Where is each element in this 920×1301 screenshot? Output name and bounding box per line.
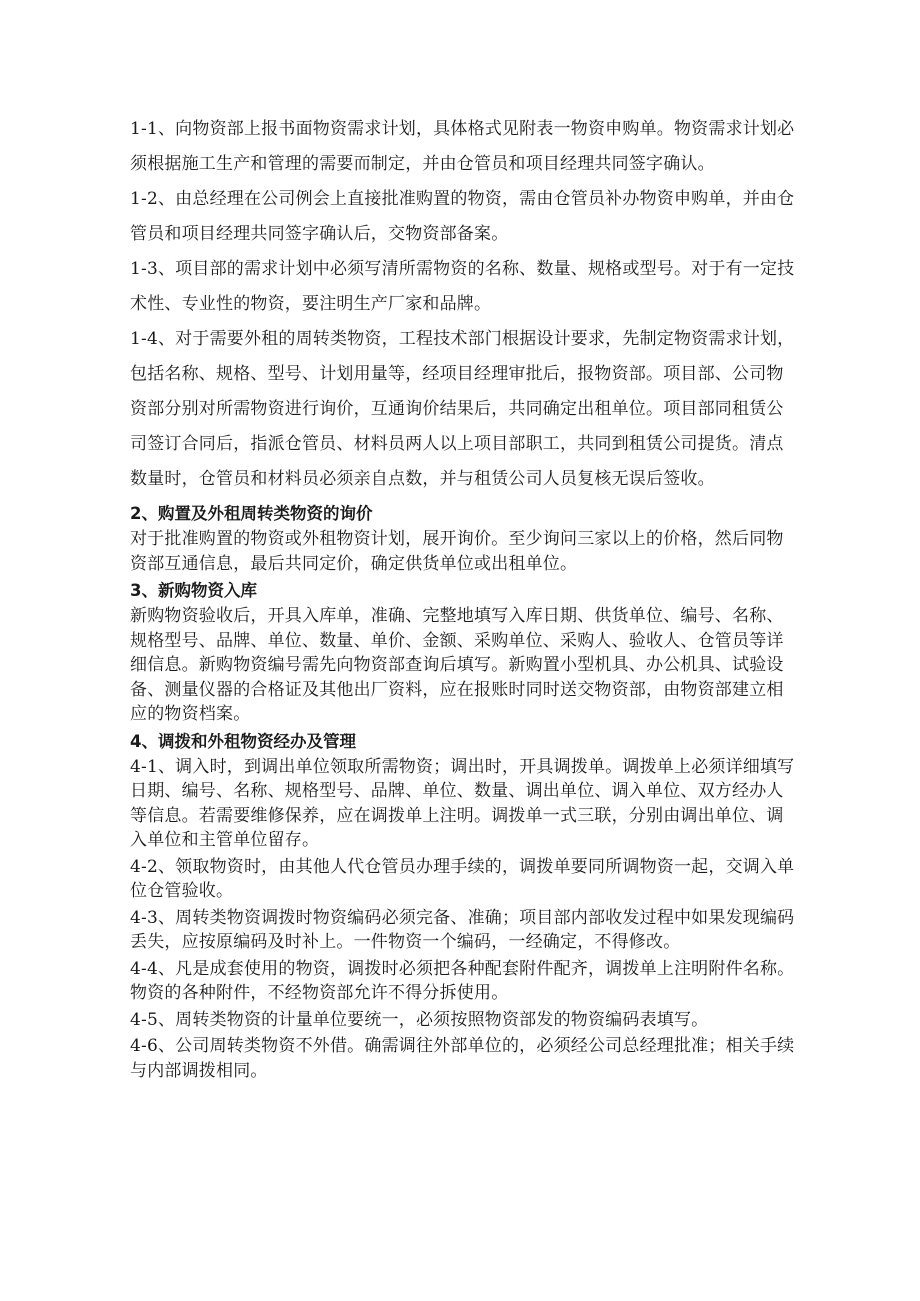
paragraph-1-4: 1-4、对于需要外租的周转类物资，工程技术部门根据设计要求，先制定物资需求计划，包括名称、规格、型号、计划用量等，经项目经理审批后，报物资部。项目部、公司物资部分别对所需物资进行询价，互通询价结果后，共同确定出租单位。项目部同租赁公司签订合同后，指派仓管员、材料员两人以上项目部职工，共同到租赁公司提货。清点数量时，仓管员和材料员必须亲自点数，并与租赁公司人员复核无误后签收。 [130, 329, 795, 489]
section-heading-4: 4、调拨和外租物资经办及管理 [130, 731, 356, 751]
paragraph-4-1: 4-1、调入时，到调出单位领取所需物资；调出时，开具调拨单。调拨单上必须详细填写日期、编号、名称、规格型号、品牌、单位、数量、调出单位、调入单位、双方经办人等信息。若需要维修保养，应在调拨单上注明。调拨单一式三联，分别由调出单位、调入单位和主管单位留存。 [130, 756, 795, 850]
paragraph-2: 对于批准购置的物资或外租物资计划，展开询价。至少询问三家以上的价格，然后同物资部互通信息，最后共同定价，确定供货单位或出租单位。 [130, 529, 784, 574]
section-heading-3: 3、新购物资入库 [130, 581, 257, 600]
paragraph-4-4: 4-4、凡是成套使用的物资，调拨时必须把各种配套附件配齐，调拨单上注明附件名称。物资的各种附件，不经物资部允许不得分拆使用。 [130, 958, 795, 1003]
paragraph-4-2: 4-2、领取物资时，由其他人代仓管员办理手续的，调拨单要同所调物资一起，交调入单位仓管验收。 [130, 856, 795, 901]
paragraph-3: 新购物资验收后，开具入库单，准确、完整地填写入库日期、供货单位、编号、名称、规格型号、品牌、单位、数量、单价、金额、采购单位、采购人、验收人、仓管员等详细信息。新购物资编号需先向物资部查询后填写。新购置小型机具、办公机具、试验设备、测量仪器的合格证及其他出厂资料，应在报账时同时送交物资部，由物资部建立相应的物资档案。 [130, 606, 784, 724]
paragraph-4-6: 4-6、公司周转类物资不外借。确需调往外部单位的，必须经公司总经理批准；相关手续与内部调拨相同。 [130, 1036, 795, 1081]
paragraph-4-3: 4-3、周转类物资调拨时物资编码必须完备、准确；项目部内部收发过程中如果发现编码丢失，应按原编码及时补上。一件物资一个编码，一经确定，不得修改。 [130, 907, 795, 952]
paragraph-1-2: 1-2、由总经理在公司例会上直接批准购置的物资，需由仓管员补办物资申购单，并由仓管员和项目经理共同签字确认后，交物资部备案。 [130, 189, 795, 244]
paragraph-1-1: 1-1、向物资部上报书面物资需求计划，具体格式见附表一物资申购单。物资需求计划必须根据施工生产和管理的需要而制定，并由仓管员和项目经理共同签字确认。 [130, 119, 795, 174]
document-page [130, 112, 795, 1083]
section-heading-2: 2、购置及外租周转类物资的询价 [130, 504, 373, 523]
paragraph-4-5: 4-5、周转类物资的计量单位要统一，必须按照物资部发的物资编码表填写。 [130, 1009, 709, 1030]
paragraph-1-3: 1-3、项目部的需求计划中必须写清所需物资的名称、数量、规格或型号。对于有一定技术性、专业性的物资，要注明生产厂家和品牌。 [130, 259, 795, 314]
